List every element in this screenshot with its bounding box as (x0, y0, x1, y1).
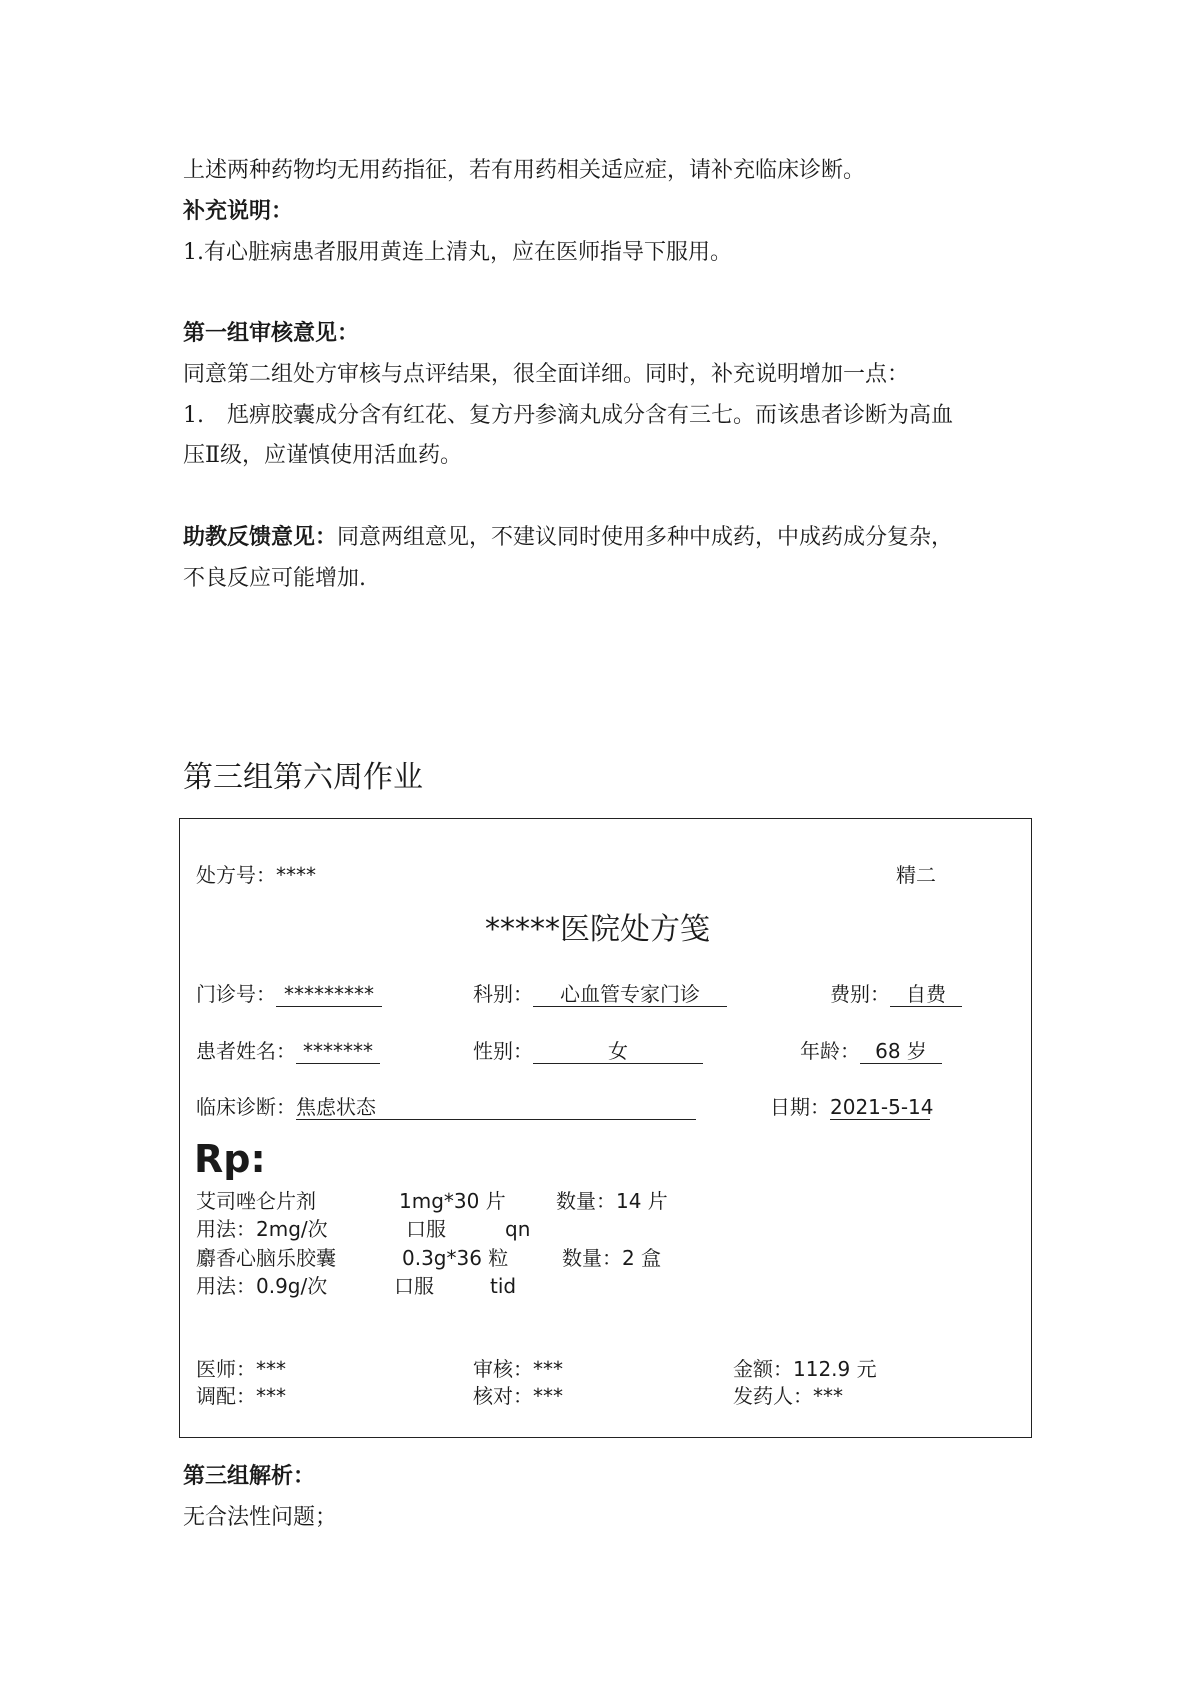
group1-item-line2: 压Ⅱ级，应谨慎使用活血药。 (183, 443, 462, 468)
ta-feedback-label: 助教反馈意见： (183, 525, 338, 550)
analysis-heading: 第三组解析： (183, 1464, 316, 1489)
group1-item-line1: 尪痹胶囊成分含有红花、复方丹参滴丸成分含有三七。而该患者诊断为高血 (227, 403, 954, 428)
rp-symbol: Rp: (194, 1137, 266, 1181)
ta-feedback-line2: 不良反应可能增加. (183, 566, 366, 591)
drug-2-frequency: tid (490, 1274, 517, 1298)
rx-number (196, 863, 316, 887)
rx-number-label: 处方号： (196, 863, 276, 887)
age (800, 1039, 942, 1064)
supplement-item-1: 1.有心脏病患者服用黄连上清丸，应在医师指导下服用。 (183, 240, 732, 265)
prescription-form (179, 818, 1032, 1438)
drug-1-spec: 1mg*30 片 (399, 1189, 506, 1213)
review-signature: 审核：*** (473, 1357, 563, 1381)
group1-heading: 第一组审核意见： (183, 321, 360, 346)
department (473, 982, 727, 1007)
drug-1-frequency: qn (505, 1217, 531, 1241)
amount: 金额：112.9 元 (733, 1357, 877, 1381)
patient-name (196, 1039, 380, 1064)
clinic-number-value: ********* (276, 982, 382, 1007)
ta-feedback-text: 同意两组意见，不建议同时使用多种中成药，中成药成分复杂， (337, 525, 954, 550)
patient-name-label: 患者姓名： (196, 1039, 296, 1063)
rx-date-value: 2021-5-14 (830, 1095, 934, 1119)
drug-2-quantity: 数量：2 盒 (562, 1246, 662, 1270)
clinical-diagnosis (196, 1095, 696, 1120)
issuer-signature: 发药人：*** (733, 1384, 843, 1408)
drug-2-usage: 用法：0.9g/次 (196, 1274, 328, 1298)
age-label: 年龄： (800, 1039, 860, 1063)
rx-date (770, 1095, 934, 1120)
drug-2-name: 麝香心脑乐胶囊 (196, 1246, 336, 1270)
doctor-signature: 医师：*** (196, 1357, 286, 1381)
fee-type (830, 982, 962, 1007)
clinic-number-label: 门诊号： (196, 982, 276, 1006)
rx-date-label: 日期： (770, 1095, 830, 1119)
clinical-diagnosis-label: 临床诊断： (196, 1095, 296, 1119)
check-signature: 核对：*** (473, 1384, 563, 1408)
department-value: 心血管专家门诊 (533, 982, 727, 1007)
drug-1-usage: 用法：2mg/次 (196, 1217, 328, 1241)
group1-text: 同意第二组处方审核与点评结果，很全面详细。同时，补充说明增加一点： (183, 362, 910, 387)
fee-type-label: 费别： (830, 982, 890, 1006)
drug-1-name: 艾司唑仑片剂 (196, 1189, 316, 1213)
patient-name-value: ******* (296, 1039, 380, 1064)
paragraph-indication: 上述两种药物均无用药指征，若有用药相关适应症，请补充临床诊断。 (183, 158, 866, 183)
department-label: 科别： (473, 982, 533, 1006)
section-title: 第三组第六周作业 (183, 760, 423, 795)
clinical-diagnosis-value: 焦虑状态 (296, 1095, 696, 1120)
group1-item-number: 1. (183, 403, 204, 428)
rx-title: *****医院处方笺 (485, 912, 710, 947)
rx-category: 精二 (896, 863, 936, 887)
sex-label: 性别： (473, 1039, 533, 1063)
drug-2-route: 口服 (394, 1274, 434, 1298)
sex (473, 1039, 703, 1064)
supplement-heading: 补充说明： (183, 199, 294, 224)
analysis-item-1: 无合法性问题； (183, 1505, 338, 1530)
age-value: 68 岁 (860, 1039, 942, 1064)
rx-number-value: **** (276, 863, 316, 887)
fee-type-value: 自费 (890, 982, 962, 1007)
drug-2-spec: 0.3g*36 粒 (402, 1246, 509, 1270)
drug-1-quantity: 数量：14 片 (556, 1189, 668, 1213)
drug-1-route: 口服 (406, 1217, 446, 1241)
dispense-signature: 调配：*** (196, 1384, 286, 1408)
sex-value: 女 (533, 1039, 703, 1064)
clinic-number (196, 982, 382, 1007)
ta-feedback-line1 (183, 525, 953, 551)
